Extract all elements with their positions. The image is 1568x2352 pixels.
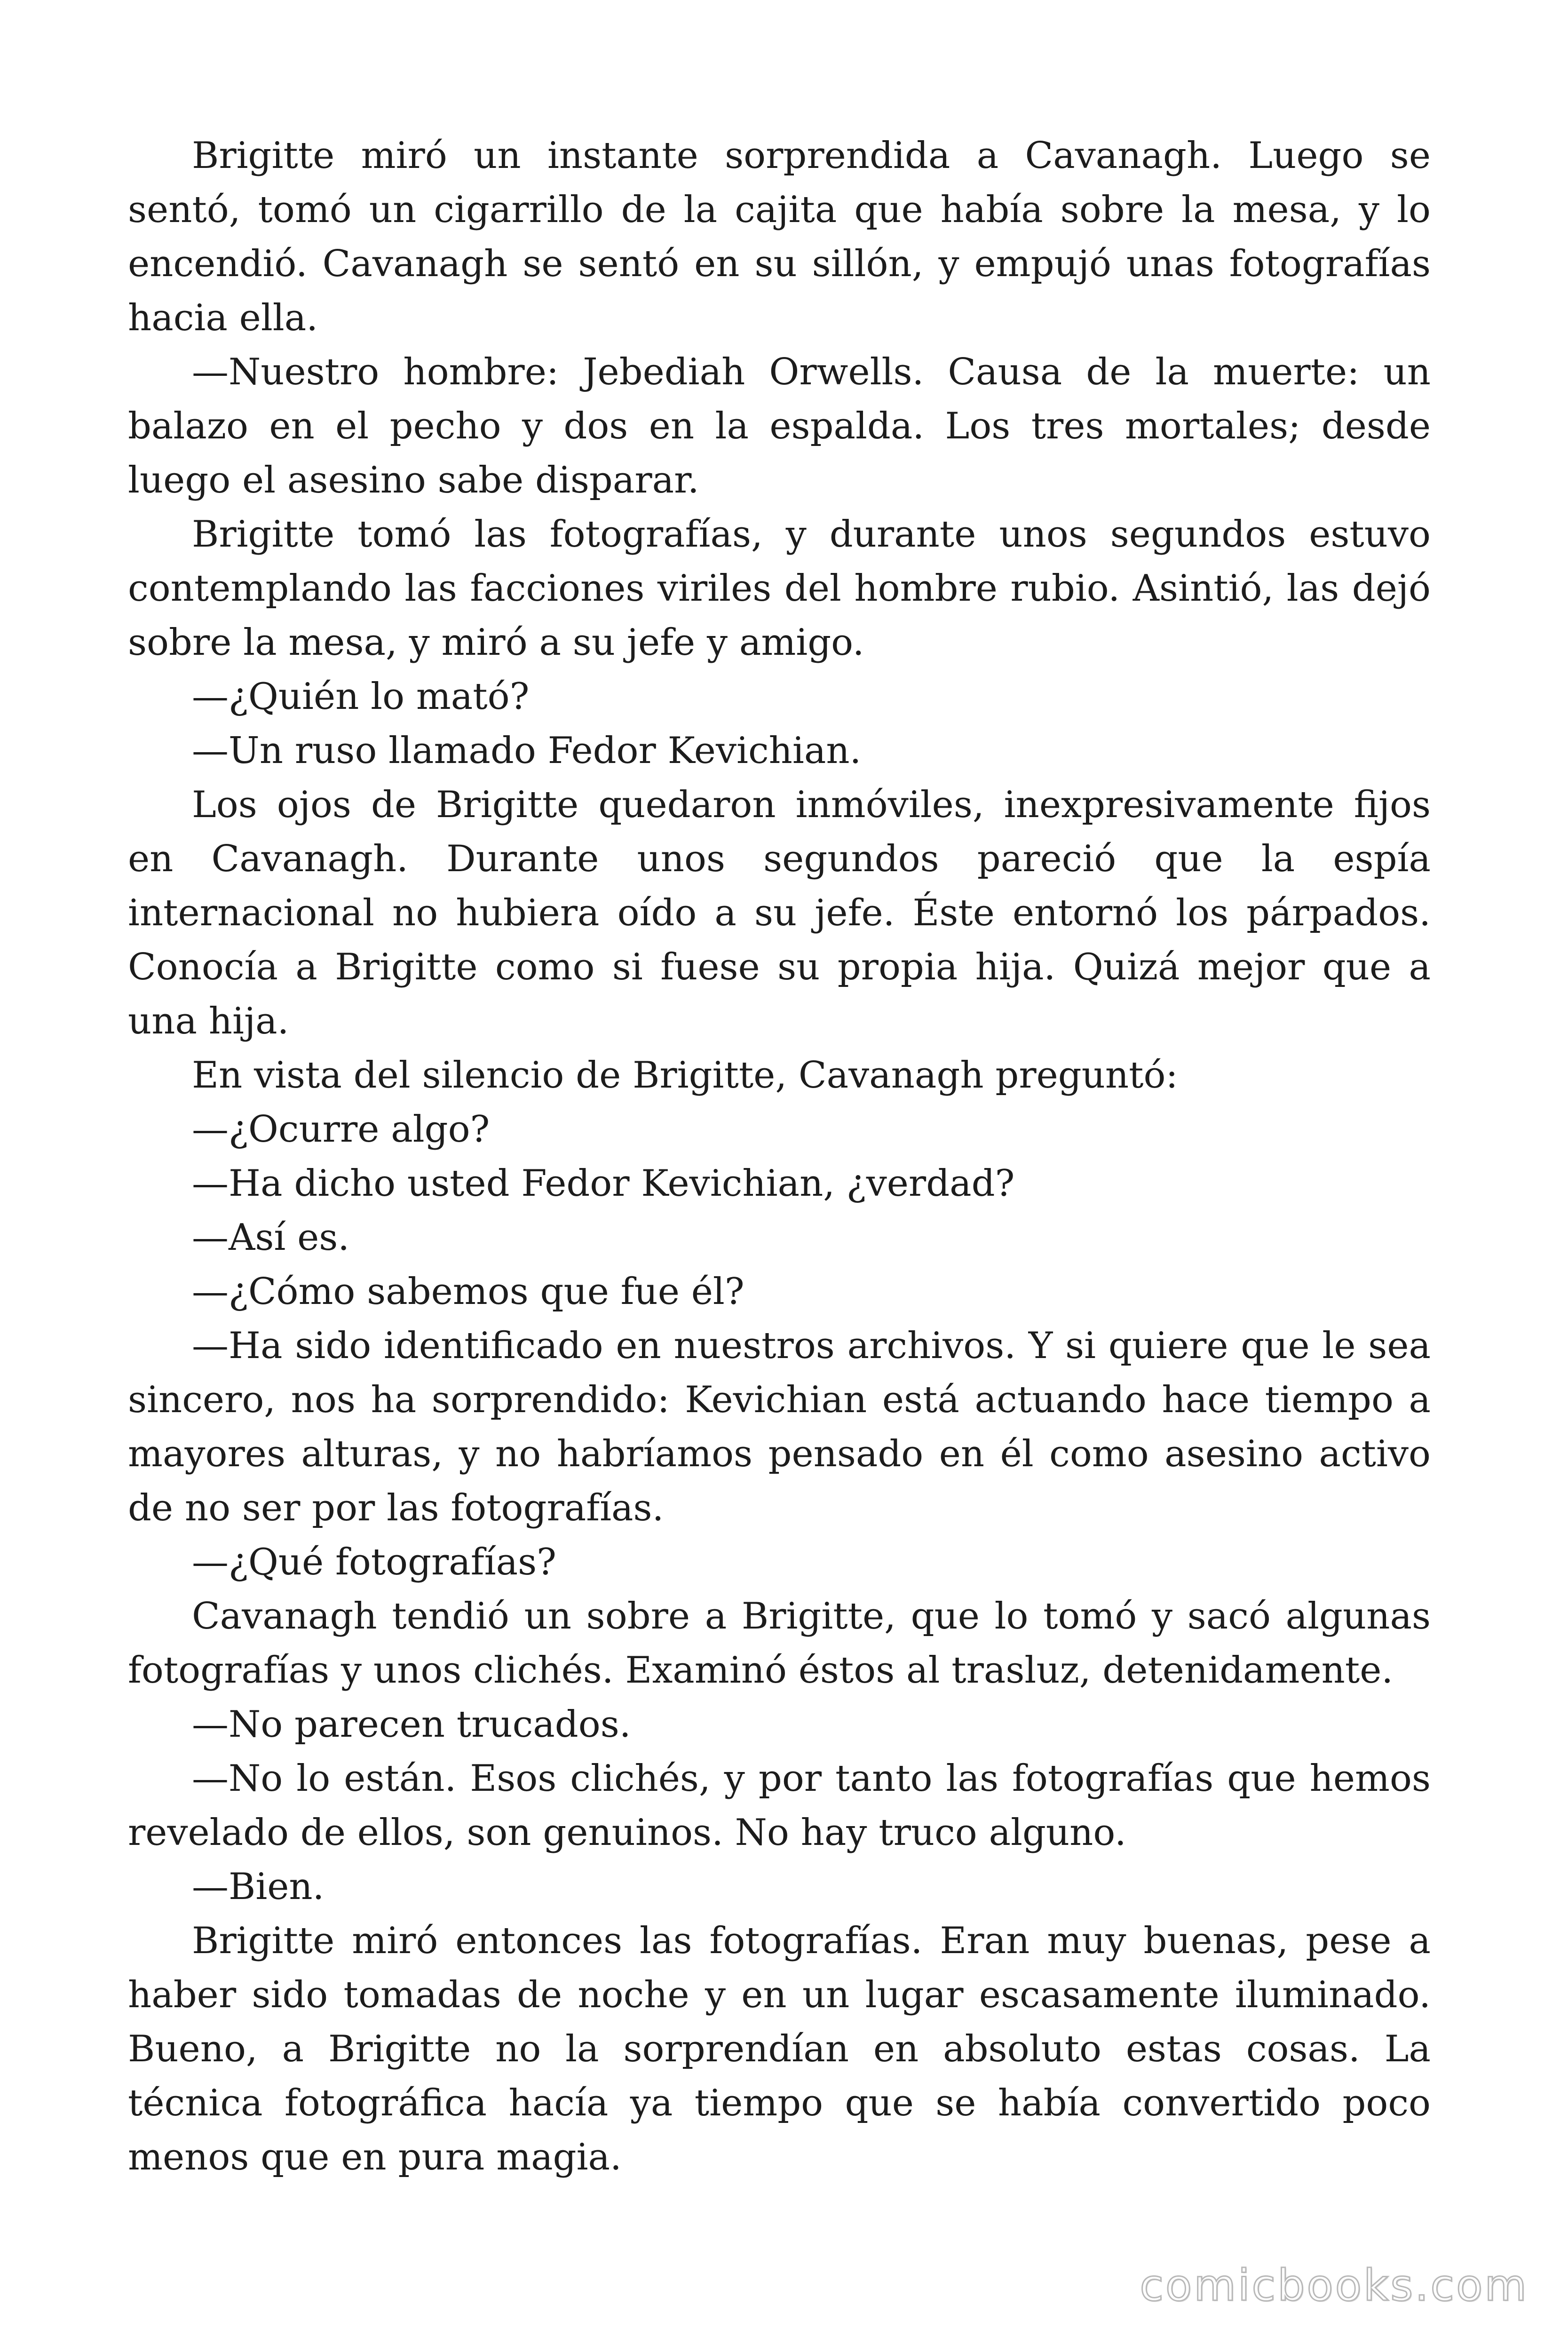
paragraph: —¿Quién lo mató?	[192, 675, 530, 718]
paragraph: —No parecen trucados.	[192, 1703, 631, 1746]
paragraph: —¿Ocurre algo?	[192, 1108, 490, 1151]
paragraph: —Ha sido identificado en nuestros archivos. Y si quiere que le sea sincero, nos ha sorprendido: Kevichian está actuando hace tiempo a mayores alturas, y no habríamos pensado en él como asesino activo de no ser por las fotografías.	[128, 1325, 1431, 1529]
body-text	[128, 129, 1431, 2185]
paragraph: —No lo están. Esos clichés, y por tanto las fotografías que hemos revelado de ellos, son genuinos. No hay truco alguno.	[128, 1757, 1431, 1854]
paragraph: Brigitte tomó las fotografías, y durante unos segundos estuvo contemplando las facciones viriles del hombre rubio. Asintió, las dejó sobre la mesa, y miró a su jefe y amigo.	[128, 513, 1431, 664]
paragraph: —Un ruso llamado Fedor Kevichian.	[192, 730, 862, 772]
paragraph: —Nuestro hombre: Jebediah Orwells. Causa de la muerte: un balazo en el pecho y dos en la espalda. Los tres mortales; desde luego el asesino sabe disparar.	[128, 351, 1431, 501]
paragraph: —Así es.	[192, 1216, 350, 1259]
paragraph: Los ojos de Brigitte quedaron inmóviles, inexpresivamente fijos en Cavanagh. Durante unos segundos pareció que la espía internacional no hubiera oído a su jefe. Éste entornó los párpados. Conocía a Brigitte como si fuese su propia hija. Quizá mejor que a una hija.	[128, 784, 1431, 1042]
paragraph: —Bien.	[192, 1866, 325, 1908]
paragraph: Brigitte miró un instante sorprendida a Cavanagh. Luego se sentó, tomó un cigarrillo de la cajita que había sobre la mesa, y lo encendió. Cavanagh se sentó en su sillón, y empujó unas fotografías hacia ella.	[128, 135, 1431, 339]
paragraph: En vista del silencio de Brigitte, Cavanagh preguntó:	[192, 1054, 1178, 1097]
paragraph: —¿Cómo sabemos que fue él?	[192, 1271, 744, 1313]
paragraph: —Ha dicho usted Fedor Kevichian, ¿verdad?	[192, 1162, 1015, 1205]
paragraph: Brigitte miró entonces las fotografías. Eran muy buenas, pese a haber sido tomadas de noche y en un lugar escasamente iluminado. Bueno, a Brigitte no la sorprendían en absoluto estas cosas. La técnica fotográfica hacía ya tiempo que se había convertido poco menos que en pura magia.	[128, 1920, 1431, 2178]
paragraph: —¿Qué fotografías?	[192, 1541, 556, 1583]
watermark: comicbooks.com	[1140, 2260, 1528, 2311]
paragraph: Cavanagh tendió un sobre a Brigitte, que lo tomó y sacó algunas fotografías y unos clichés. Examinó éstos al trasluz, detenidamente.	[128, 1595, 1431, 1692]
